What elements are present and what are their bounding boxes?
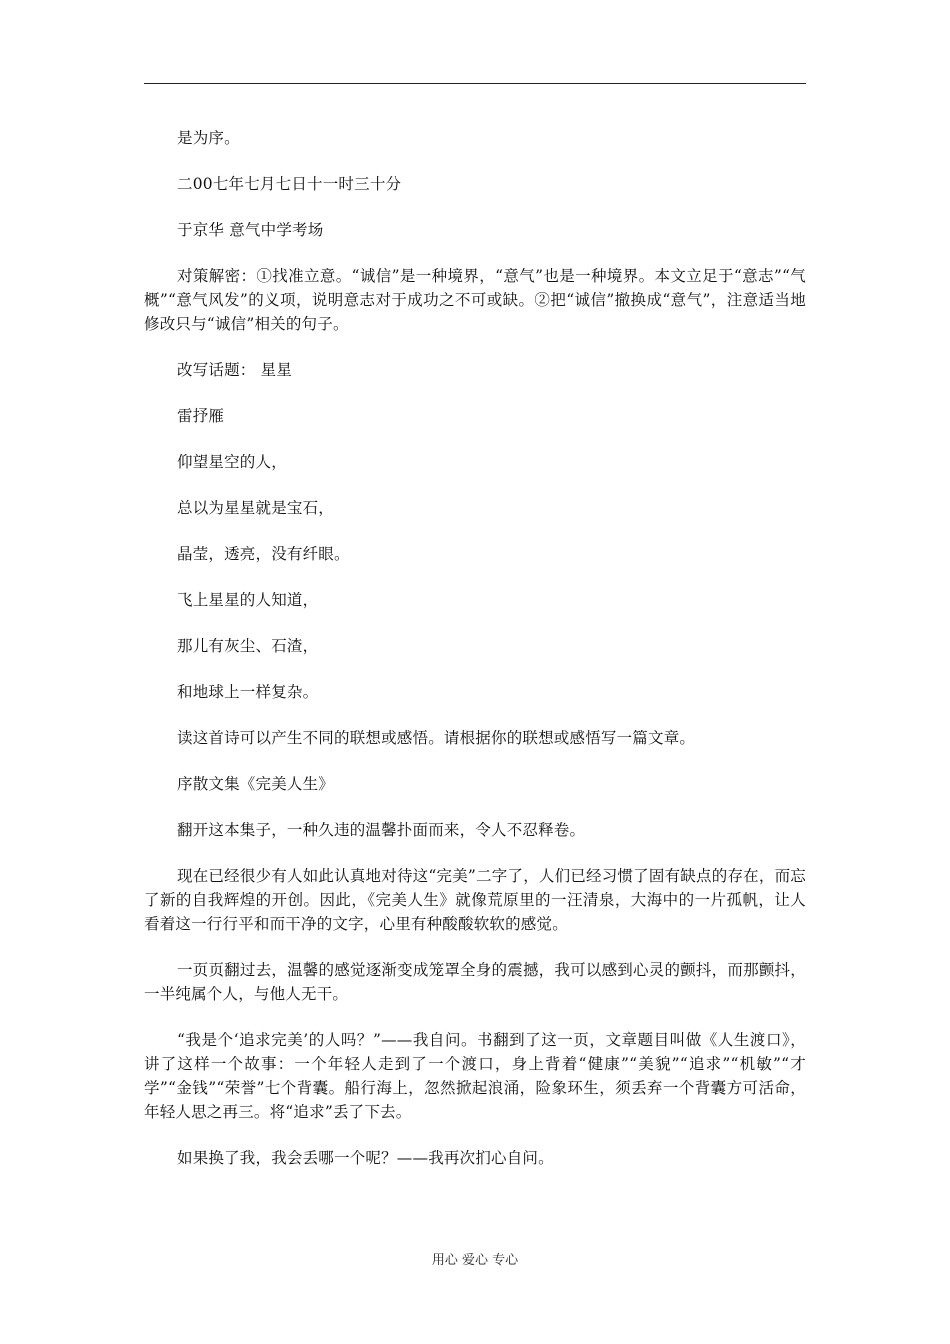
- paragraph: “我是个‘追求完美’的人吗？”——我自问。书翻到了这一页，文章题目叫做《人生渡口》，讲了这样一个故事：一个年轻人走到了一个渡口，身上背着“健康”“美貌”“追求”“机敏”“才学”“金钱”“荣誉”七个背囊。船行海上，忽然掀起浪涌，险象环生，须丢弃一个背囊方可活命，年轻人思之再三。将“追求”丢了下去。: [144, 1031, 806, 1121]
- paragraph: 改写话题： 星星: [177, 361, 293, 379]
- paragraph: 二00七年七月七日十一时三十分: [177, 175, 402, 193]
- paragraph: 雷抒雁: [177, 407, 225, 425]
- paragraph: 读这首诗可以产生不同的联想或感悟。请根据你的联想或感悟写一篇文章。: [177, 729, 696, 747]
- poem-line: 总以为星星就是宝石，: [177, 499, 335, 517]
- poem-line: 仰望星空的人，: [177, 453, 287, 471]
- poem-line: 晶莹，透亮，没有纤眼。: [177, 545, 350, 563]
- paragraph: 是为序。: [177, 129, 240, 147]
- paragraph: 于京华 意气中学考场: [177, 221, 324, 239]
- paragraph: 如果换了我，我会丢哪一个呢？——我再次扪心自问。: [177, 1149, 554, 1167]
- paragraph: 现在已经很少有人如此认真地对待这“完美”二字了，人们已经习惯了固有缺点的存在，而忘了新的自我辉煌的开创。因此，《完美人生》就像荒原里的一汪清泉，大海中的一片孤帆，让人看着这一行行平和而干净的文字，心里有种酸酸软软的感觉。: [144, 867, 806, 933]
- section-title: 序散文集《完美人生》: [177, 775, 335, 793]
- paragraph: 翻开这本集子，一种久违的温馨扑面而来，令人不忍释卷。: [177, 821, 586, 839]
- document-body: [144, 126, 806, 1192]
- poem-line: 那儿有灰尘、石渣，: [177, 637, 319, 655]
- paragraph: 对策解密：①找准立意。“诚信”是一种境界，“意气”也是一种境界。本文立足于“意志”“气概”“意气风发”的义项，说明意志对于成功之不可或缺。②把“诚信”撤换成“意气”，注意适当地修改只与“诚信”相关的句子。: [144, 267, 806, 333]
- paragraph: 一页页翻过去，温馨的感觉逐渐变成笼罩全身的震撼，我可以感到心灵的颤抖，而那颤抖，一半纯属个人，与他人无干。: [144, 961, 806, 1003]
- header-rule: [144, 83, 806, 84]
- page-footer: 用心 爱心 专心: [431, 1253, 519, 1268]
- poem-line: 和地球上一样复杂。: [177, 683, 319, 701]
- poem-line: 飞上星星的人知道，: [177, 591, 319, 609]
